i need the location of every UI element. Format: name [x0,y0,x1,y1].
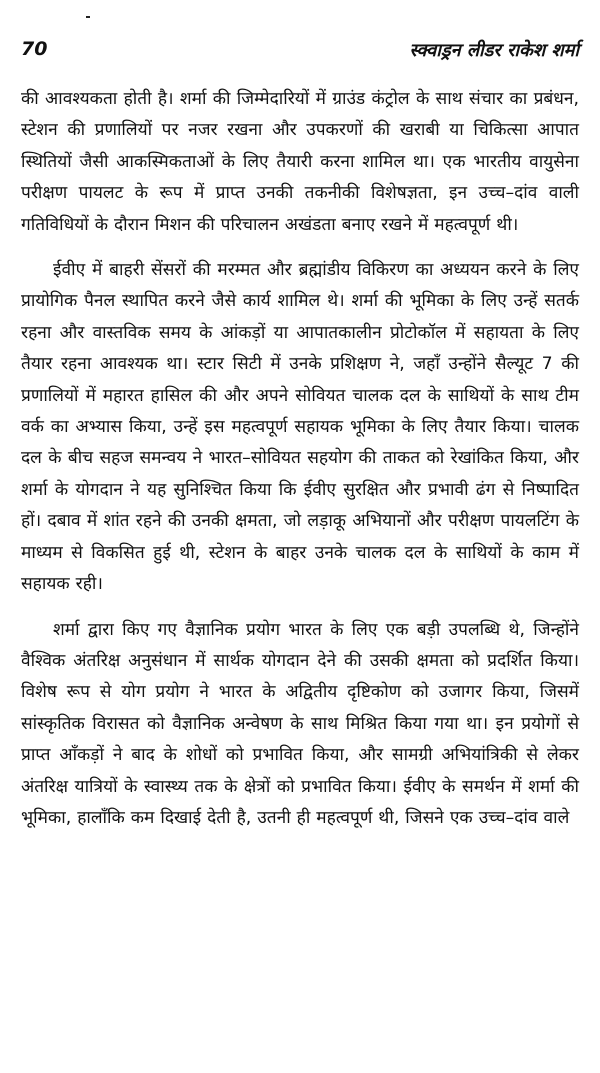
paragraph: शर्मा द्वारा किए गए वैज्ञानिक प्रयोग भारत के लिए एक बड़ी उपलब्धि थे, जिन्होंने वैश्विक अंतरिक्ष अनुसंधान में सार्थक योगदान देने की उसकी क्षमता को प्रदर्शित किया। विशेष रूप से योग प्रयोग ने भारत के अद्वितीय दृष्टिकोण को उजागर किया, जिसमें सांस्कृतिक विरासत को वैज्ञानिक अन्वेषण के साथ मिश्रित किया गया था। इन प्रयोगों से प्राप्त आँकड़ों ने बाद के शोधों को प्रभावित किया, और सामग्री अभियांत्रिकी से लेकर अंतरिक्ष यात्रियों के स्वास्थ्य तक के क्षेत्रों को प्रभावित किया। ईवीए के समर्थन में शर्मा की भूमिका, हालाँकि कम दिखाई देती है, उतनी ही महत्वपूर्ण थी, जिसने एक उच्च–दांव वाले [21,619,579,828]
running-head: स्क्वाड्रन लीडर राकेश शर्मा [409,40,579,61]
paragraph-continuation: की आवश्यकता होती है। शर्मा की जिम्मेदारियों में ग्राउंड कंट्रोल के साथ संचार का प्रबंधन, स्टेशन की प्रणालियों पर नजर रखना और उपकरणों की खराबी या चिकित्सा आपात स्थितियों जैसी आकस्मिकताओं के लिए तैयारी करना शामिल था। एक भारतीय वायुसेना परीक्षण पायलट के रूप में प्राप्त उनकी तकनीकी विशेषज्ञता, इन उच्च–दांव वाली गतिविधियों के दौरान मिशन की परिचालन अखंडता बनाए रखने में महत्वपूर्ण थी। [21,89,579,235]
body-text [21,84,579,848]
print-mark [86,16,90,18]
page-number: 70 [21,38,48,60]
page-header [21,38,579,68]
paragraph: ईवीए में बाहरी सेंसरों की मरम्मत और ब्रह्मांडीय विकिरण का अध्ययन करने के लिए प्रायोगिक पैनल स्थापित करने जैसे कार्य शामिल थे। शर्मा की भूमिका के लिए उन्हें सतर्क रहना और वास्तविक समय के आंकड़ों या आपातकालीन प्रोटोकॉल में सहायता के लिए तैयार रहना आवश्यक था। स्टार सिटी में उनके प्रशिक्षण ने, जहाँ उन्होंने सैल्यूट 7 की प्रणालियों में महारत हासिल की और अपने सोवियत चालक दल के साथियों के साथ टीम वर्क का अभ्यास किया, उन्हें इस महत्वपूर्ण सहायक भूमिका के लिए तैयार किया। चालक दल के बीच सहज समन्वय ने भारत–सोवियत सहयोग की ताकत को रेखांकित किया, और शर्मा के योगदान ने यह सुनिश्चित किया कि ईवीए सुरक्षित और प्रभावी ढंग से निष्पादित हों। दबाव में शांत रहने की उनकी क्षमता, जो लड़ाकू अभियानों और परीक्षण पायलटिंग के माध्यम से विकसित हुई थी, स्टेशन के बाहर उनके चालक दल के साथियों के काम में सहायक रही। [21,260,579,595]
